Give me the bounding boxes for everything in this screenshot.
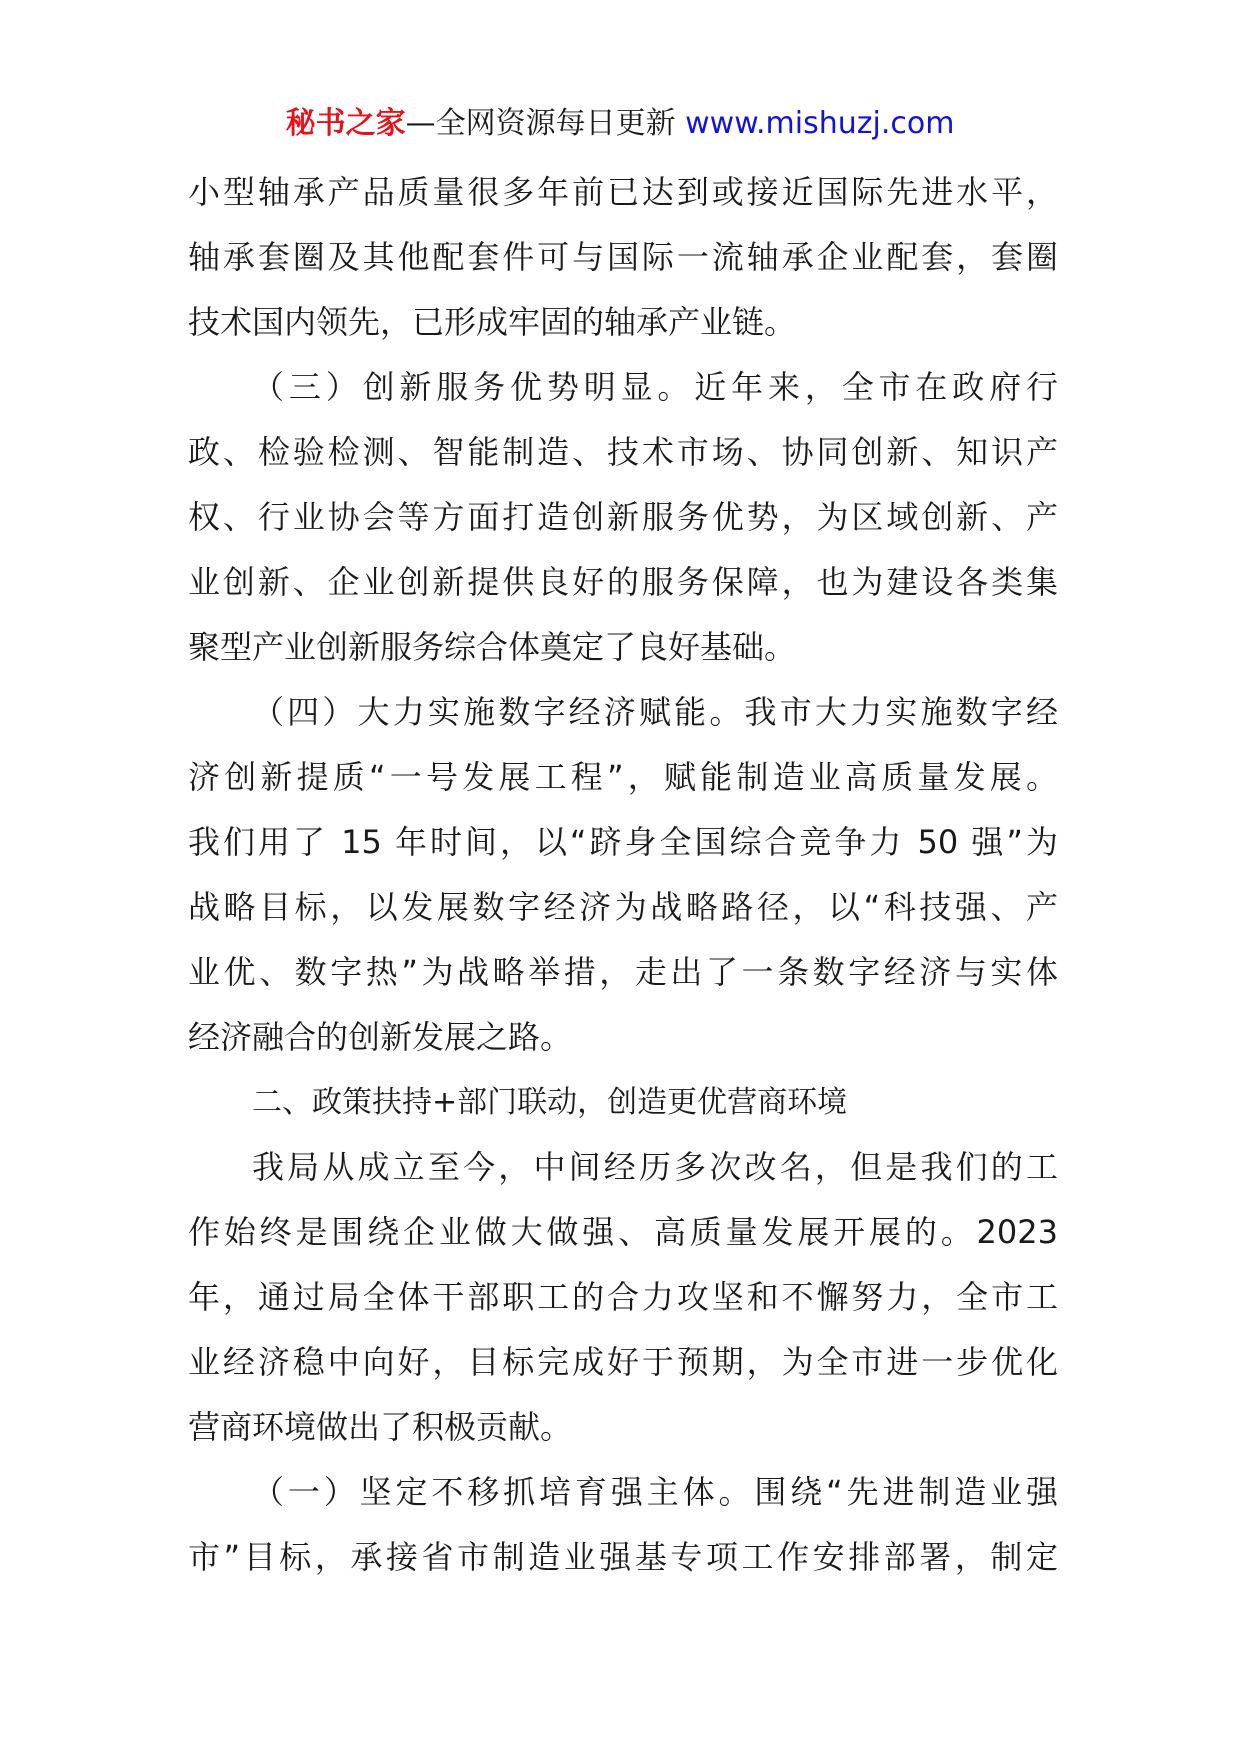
text-line: 我们用了 15 年时间，以“跻身全国综合竞争力 50 强”为 xyxy=(188,823,1058,861)
section-heading-line: （四）大力实施数字经济赋能。我市大力实施数字经 xyxy=(252,693,1058,731)
text-line: 权、行业协会等方面打造创新服务优势，为区域创新、产 xyxy=(188,498,1058,536)
text-line: 营商环境做出了积极贡献。 xyxy=(188,1408,573,1446)
site-url-link[interactable]: www.mishuzj.com xyxy=(685,106,955,141)
text-line: 技术国内领先，已形成牢固的轴承产业链。 xyxy=(188,303,797,341)
brand-name: 秘书之家 xyxy=(285,106,406,141)
text-line: 小型轴承产品质量很多年前已达到或接近国际先进水平， xyxy=(188,173,1058,211)
text-line: 市”目标，承接省市制造业强基专项工作安排部署，制定 xyxy=(188,1538,1058,1576)
text-line: 济创新提质“一号发展工程”，赋能制造业高质量发展。 xyxy=(188,758,1058,796)
text-line: 聚型产业创新服务综合体奠定了良好基础。 xyxy=(188,628,797,666)
text-line: 业经济稳中向好，目标完成好于预期，为全市进一步优化 xyxy=(188,1343,1058,1381)
section-heading-line: （一）坚定不移抓培育强主体。围绕“先进制造业强 xyxy=(252,1473,1058,1511)
text-line: 业创新、企业创新提供良好的服务保障，也为建设各类集 xyxy=(188,563,1058,601)
text-line: 经济融合的创新发展之路。 xyxy=(188,1018,573,1056)
document-body xyxy=(188,160,1058,1590)
text-line: 我局从成立至今，中间经历多次改名，但是我们的工 xyxy=(252,1148,1058,1186)
header-tagline: —全网资源每日更新 xyxy=(405,106,686,141)
text-line: 业优、数字热”为战略举措，走出了一条数字经济与实体 xyxy=(188,953,1058,991)
text-line: 轴承套圈及其他配套件可与国际一流轴承企业配套，套圈 xyxy=(188,238,1058,276)
chapter-heading: 二、政策扶持+部门联动，创造更优营商环境 xyxy=(252,1085,848,1120)
section-heading-line: （三）创新服务优势明显。近年来，全市在政府行 xyxy=(252,368,1058,406)
text-line: 年，通过局全体干部职工的合力攻坚和不懈努力，全市工 xyxy=(188,1278,1058,1316)
text-line: 政、检验检测、智能制造、技术市场、协同创新、知识产 xyxy=(188,433,1058,471)
text-line: 战略目标，以发展数字经济为战略路径，以“科技强、产 xyxy=(188,888,1058,926)
text-line: 作始终是围绕企业做大做强、高质量发展开展的。2023 xyxy=(188,1213,1058,1251)
page-header xyxy=(0,100,1240,148)
